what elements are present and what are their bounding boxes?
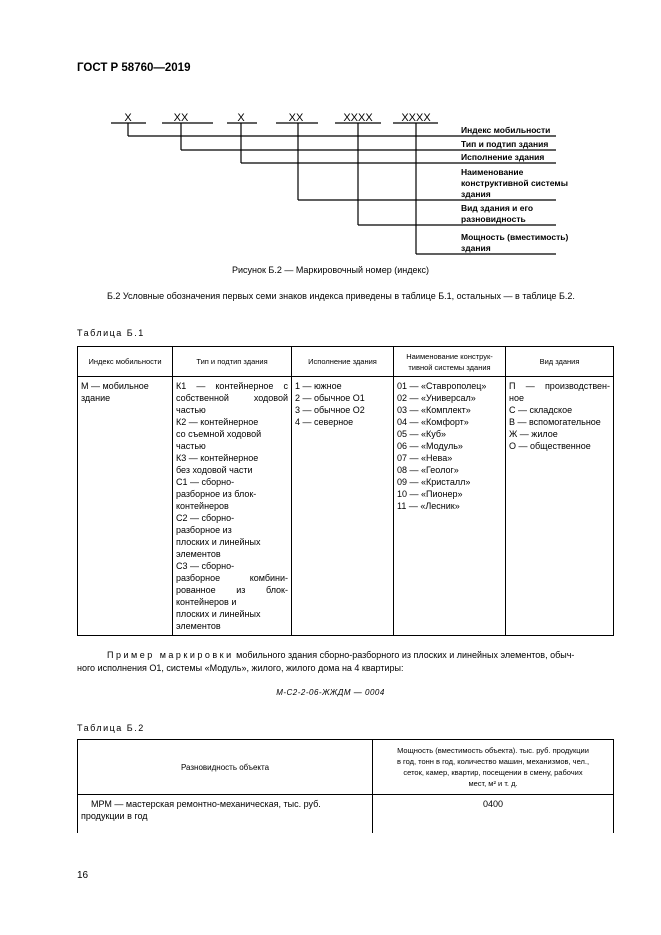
label-capacity-1: Мощность (вместимость) <box>461 232 569 242</box>
cell-line: ное <box>509 393 524 403</box>
cell-line: 3 — обычное О2 <box>295 405 365 415</box>
cell-line: элементов <box>176 621 221 631</box>
label-building-type: Тип и подтип здания <box>461 139 549 149</box>
cell-line: К2 — контейнерное <box>176 417 259 427</box>
table-b1-header-structural-system <box>394 347 506 377</box>
cell-line: 05 — «Куб» <box>397 429 447 439</box>
cell-line: рованное из блок- <box>176 585 288 595</box>
cell-line: Ж — жилое <box>509 429 558 439</box>
cell-line: 03 — «Комплект» <box>397 405 471 415</box>
cell-line: продукции в год <box>81 811 148 821</box>
cell-line: частью <box>176 441 206 451</box>
label-building-kind-2: разновидность <box>461 214 526 224</box>
cell-line: С2 — сборно- <box>176 513 235 523</box>
cell-line: 07 — «Нева» <box>397 453 453 463</box>
marking-scheme-figure <box>0 0 661 270</box>
table-b1-cell-execution <box>292 377 394 636</box>
page-number: 16 <box>77 870 89 881</box>
cell-line: частью <box>176 405 206 415</box>
table-b2-header-capacity <box>373 740 614 795</box>
cell-line: плоских и линейных <box>176 609 261 619</box>
example-text-1: мобильного здания сборно-разборного из плоских и линейных элементов, обыч- <box>233 650 575 660</box>
header-line: в год, тонн в год, количество машин, механизмов, чел., <box>396 757 590 766</box>
table-b1-caption: Таблица Б.1 <box>77 328 145 338</box>
cell-line: 04 — «Комфорт» <box>397 417 469 427</box>
table-b1-header-mobility: Индекс мобильности <box>78 347 173 377</box>
cell-line: плоских и линейных <box>176 537 261 547</box>
table-b1-header-type: Тип и подтип здания <box>173 347 292 377</box>
table-b1-header-kind: Вид здания <box>506 347 614 377</box>
header-line: тивной системы здания <box>408 362 491 372</box>
table-b1-cell-kind <box>506 377 614 636</box>
example-text-2: ного исполнения О1, системы «Модуль», жилого, жилого дома на 4 квартиры: <box>77 663 404 673</box>
table-b1-header-execution: Исполнение здания <box>292 347 394 377</box>
label-capacity-2: здания <box>461 243 491 253</box>
header-line: сеток, камер, квартир, посещении в смену, рабочих <box>403 768 583 777</box>
table-b1 <box>77 346 614 636</box>
table-b2-cell-capacity: 0400 <box>373 795 614 833</box>
header-line: Наименование конструк- <box>406 351 493 361</box>
code-char-4: ХХ <box>288 112 304 124</box>
cell-line: МРМ — мастерская ремонтно-механическая, тыс. руб. <box>91 799 321 809</box>
cell-line: 02 — «Универсал» <box>397 393 476 403</box>
paragraph-b2: Б.2 Условные обозначения первых семи знаков индекса приведены в таблице Б.1, остальных — в таблице Б.2. <box>107 291 575 301</box>
header-line: мест, м² и т. д. <box>468 779 518 788</box>
label-building-kind-1: Вид здания и его <box>461 203 534 213</box>
table-b1-cell-mobility <box>78 377 173 636</box>
cell-line: собственной ходовой <box>176 393 288 403</box>
cell-line: К3 — контейнерное <box>176 453 259 463</box>
label-structural-system-1: Наименование <box>461 167 524 177</box>
label-structural-system-3: здания <box>461 189 491 199</box>
cell-line: без ходовой части <box>176 465 253 475</box>
cell-line: 09 — «Кристалл» <box>397 477 471 487</box>
cell-line: П — производствен- <box>509 381 610 391</box>
cell-line: М — мобильное <box>81 381 149 391</box>
code-char-2: ХХ <box>173 112 189 124</box>
cell-line: разборное из блок- <box>176 489 257 499</box>
code-char-6: ХХХХ <box>401 112 431 124</box>
cell-line: 2 — обычное О1 <box>295 393 365 403</box>
label-structural-system-2: конструктивной системы <box>461 178 568 188</box>
table-b1-cell-structural-system <box>394 377 506 636</box>
cell-line: разборное из <box>176 525 232 535</box>
example-line-1 <box>77 649 607 662</box>
cell-line: со съемной ходовой <box>176 429 262 439</box>
cell-line: 06 — «Модуль» <box>397 441 463 451</box>
cell-line: 08 — «Геолог» <box>397 465 459 475</box>
cell-line: 10 — «Пионер» <box>397 489 463 499</box>
cell-line: 11 — «Лесник» <box>397 501 460 511</box>
label-mobility-index: Индекс мобильности <box>461 125 551 135</box>
example-paragraph <box>77 649 607 675</box>
figure-caption: Рисунок Б.2 — Маркировочный номер (индекс) <box>231 265 430 275</box>
cell-line: С — складское <box>509 405 573 415</box>
table-b1-cell-type <box>173 377 292 636</box>
cell-line: контейнеров и <box>176 597 237 607</box>
cell-line: О — общественное <box>509 441 591 451</box>
table-b2-cell-object <box>78 795 373 833</box>
table-b2-header-object: Разновидность объекта <box>78 740 373 795</box>
document-header: ГОСТ Р 58760—2019 <box>77 62 191 74</box>
cell-line: С1 — сборно- <box>176 477 235 487</box>
cell-line: элементов <box>176 549 221 559</box>
cell-line: контейнеров <box>176 501 229 511</box>
cell-line: В — вспомогательное <box>509 417 601 427</box>
cell-line: С3 — сборно- <box>176 561 235 571</box>
cell-line: К1 — контейнерное с <box>176 381 288 391</box>
example-code: М-С2-2-06-ЖЖДМ — 0004 <box>276 688 385 697</box>
table-b2 <box>77 739 614 833</box>
cell-line: разборное комбини- <box>176 573 288 583</box>
cell-line: здание <box>81 393 111 403</box>
cell-line: 01 — «Ставрополец» <box>397 381 487 391</box>
cell-line: 4 — северное <box>295 417 354 427</box>
label-building-execution: Исполнение здания <box>461 152 545 162</box>
table-b2-caption: Таблица Б.2 <box>77 723 145 733</box>
header-line: Мощность (вместимость объекта). тыс. руб. продукции <box>397 746 589 755</box>
code-char-5: ХХХХ <box>343 112 373 124</box>
cell-line: 1 — южное <box>295 381 342 391</box>
code-char-1: Х <box>124 112 132 124</box>
code-char-3: Х <box>237 112 245 124</box>
example-label: Пример маркировки <box>107 650 234 660</box>
